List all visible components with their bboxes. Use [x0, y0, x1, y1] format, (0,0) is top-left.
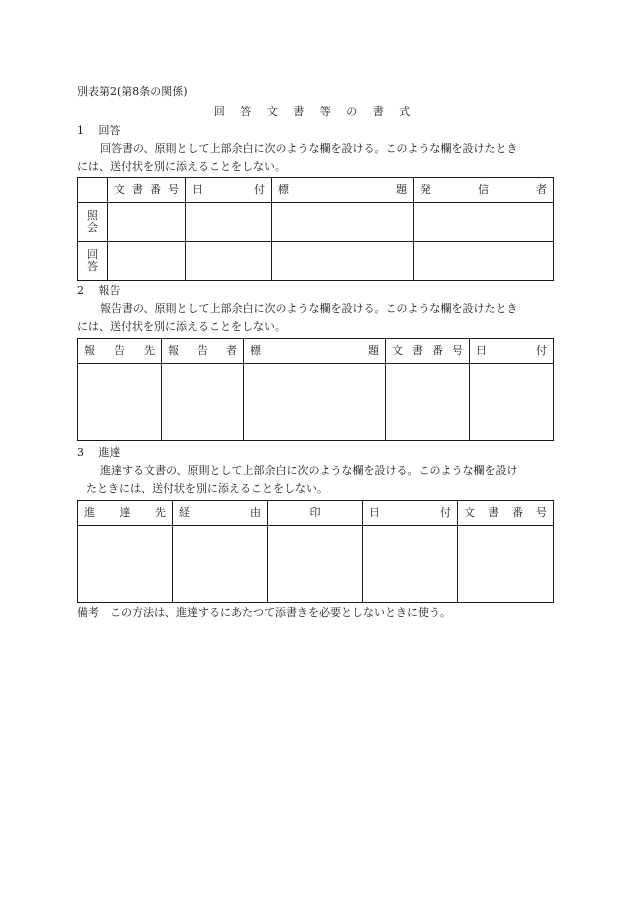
header-char: 進 [84, 506, 95, 519]
report-table [77, 338, 554, 441]
header-cell-document-number [386, 339, 470, 364]
table-cell[interactable] [186, 242, 272, 281]
reply-table [77, 177, 554, 281]
table-cell[interactable] [272, 203, 414, 242]
section-3-number: 3 [77, 446, 84, 459]
table-row [78, 242, 554, 281]
row-label-inquiry [78, 203, 108, 242]
header-char: 題 [396, 183, 407, 196]
header-char: 発 [420, 183, 431, 196]
header-char: 番 [432, 344, 443, 357]
table-cell[interactable] [108, 242, 186, 281]
header-cell-date [470, 339, 554, 364]
section-3-title: 進達 [98, 446, 121, 459]
header-cell-report-to [78, 339, 162, 364]
table-cell[interactable] [108, 203, 186, 242]
doc-heading: 別表第2(第8条の関係) [77, 85, 188, 98]
remark: 備考 この方法は、進達するにあたつて添書きを必要としないときに使う。 [77, 606, 451, 619]
header-char: 先 [144, 344, 155, 357]
header-char: 報 [84, 344, 95, 357]
table-header-row [78, 501, 554, 526]
header-cell-document-number [108, 178, 186, 203]
section-3-text-line2: たときには、送付状を別に添えることをしない。 [86, 482, 328, 495]
header-char: 由 [250, 506, 261, 519]
header-char: 付 [440, 506, 451, 519]
header-cell-seal [268, 501, 363, 526]
header-char: 文 [114, 183, 125, 196]
table-cell[interactable] [363, 526, 458, 603]
table-cell[interactable] [272, 242, 414, 281]
header-char: 日 [476, 344, 487, 357]
table-header-row [78, 339, 554, 364]
section-2-number: 2 [77, 284, 84, 297]
header-char: 達 [119, 506, 131, 519]
table-cell[interactable] [78, 364, 162, 441]
section-1-heading [77, 124, 121, 138]
header-char: 標 [278, 183, 289, 196]
section-2-text-line2: には、送付状を別に添えることをしない。 [77, 320, 286, 333]
header-char: 経 [179, 506, 190, 519]
header-char: 番 [512, 506, 523, 519]
row-label-reply [78, 242, 108, 281]
doc-title: 回 答 文 書 等 の 書 式 [213, 105, 417, 118]
table-cell[interactable] [78, 526, 173, 603]
section-1-number: 1 [77, 124, 84, 137]
section-2-title: 報告 [98, 284, 121, 297]
table-cell[interactable] [414, 203, 554, 242]
header-char: 書 [132, 183, 143, 196]
header-cell-reporter [162, 339, 244, 364]
header-char: 号 [168, 183, 179, 196]
header-char: 書 [412, 344, 423, 357]
header-cell-date [363, 501, 458, 526]
table-cell[interactable] [186, 203, 272, 242]
header-cell-forward-to [78, 501, 173, 526]
table-header-row [78, 178, 554, 203]
header-char: 告 [197, 344, 208, 357]
row-label-char: 会 [87, 221, 98, 234]
header-char: 付 [536, 344, 547, 357]
table-row [78, 364, 554, 441]
header-char: 文 [392, 344, 403, 357]
section-1-text-line2: には、送付状を別に添えることをしない。 [77, 160, 286, 173]
table-row [78, 203, 554, 242]
header-char: 告 [114, 344, 125, 357]
header-char: 日 [192, 183, 203, 196]
header-char: 印 [309, 506, 321, 519]
table-row [78, 526, 554, 603]
forward-table [77, 500, 554, 603]
table-cell[interactable] [470, 364, 554, 441]
table-cell[interactable] [173, 526, 268, 603]
header-char: 号 [452, 344, 463, 357]
header-char: 番 [150, 183, 161, 196]
section-2-text-line1: 報告書の、原則として上部余白に次のような欄を設ける。このような欄を設けたとき [100, 302, 518, 315]
header-char: 題 [368, 344, 379, 357]
table-cell[interactable] [386, 364, 470, 441]
header-cell-via [173, 501, 268, 526]
row-label-char: 照 [87, 209, 98, 222]
header-cell-document-number [458, 501, 554, 526]
header-char: 先 [155, 506, 166, 519]
section-1-text-line1: 回答書の、原則として上部余白に次のような欄を設ける。このような欄を設けたとき [100, 142, 518, 155]
header-char: 標 [250, 344, 261, 357]
header-char: 号 [536, 506, 547, 519]
header-char: 付 [254, 183, 265, 196]
row-label-char: 答 [87, 260, 98, 273]
row-label-char: 回 [87, 248, 98, 261]
header-char: 文 [464, 506, 475, 519]
section-3-text-line1: 進達する文書の、原則として上部余白に次のような欄を設ける。このような欄を設け [100, 464, 518, 477]
section-3-heading [77, 446, 121, 460]
header-char: 報 [168, 344, 179, 357]
table-cell[interactable] [458, 526, 554, 603]
section-1-title: 回答 [98, 124, 121, 137]
table-cell[interactable] [162, 364, 244, 441]
header-cell-subject [272, 178, 414, 203]
section-2-heading [77, 284, 121, 298]
header-cell-date [186, 178, 272, 203]
header-cell-sender [414, 178, 554, 203]
header-char: 者 [536, 183, 547, 196]
header-char: 日 [369, 506, 380, 519]
header-char: 信 [478, 183, 489, 196]
table-cell[interactable] [268, 526, 363, 603]
header-cell-subject [244, 339, 386, 364]
table-cell[interactable] [244, 364, 386, 441]
header-char: 者 [226, 344, 237, 357]
header-char: 書 [488, 506, 499, 519]
table-cell[interactable] [414, 242, 554, 281]
header-cell [78, 178, 108, 203]
